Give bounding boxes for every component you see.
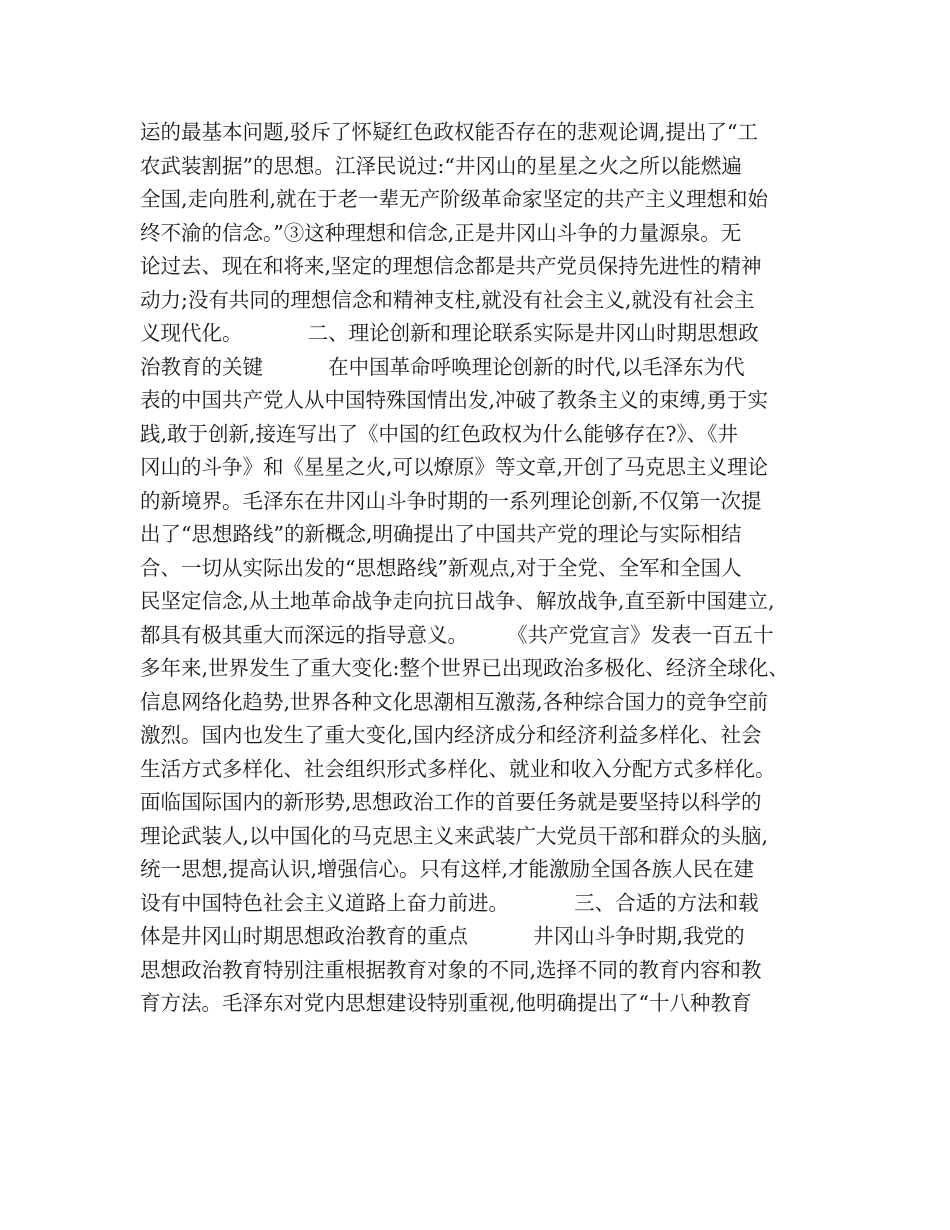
text-line: 治教育的关键 在中国革命呼唤理论创新的时代,以毛泽东为代 [140, 354, 745, 379]
text-line: 动力;没有共同的理想信念和精神支柱,就没有社会主义,就没有社会主 [140, 287, 755, 312]
text-line: 践,敢于创新,接连写出了《中国的红色政权为什么能够存在?》、《井 [140, 421, 739, 446]
text-line: 论过去、现在和将来,坚定的理想信念都是共产党员保持先进性的精神 [140, 254, 762, 278]
text-line: 思想政治教育特别注重根据教育对象的不同,选择不同的教育内容和教 [140, 957, 762, 982]
text-line: 统一思想,提高认识,增强信心。只有这样,才能激励全国各族人民在建 [140, 857, 755, 881]
text-line: 信息网络化趋势,世界各种文化思潮相互激荡,各种综合国力的竞争空前 [140, 689, 769, 714]
text-line: 多年来,世界发生了重大变化:整个世界已出现政治多极化、经济全球化、 [140, 656, 789, 680]
text-line: 全国,走向胜利,就在于老一辈无产阶级革命家坚定的共产主义理想和始 [140, 187, 769, 211]
body-text [140, 116, 830, 1021]
text-line: 民坚定信念,从土地革命战争走向抗日战争、解放战争,直至新中国建立, [140, 589, 775, 613]
text-line: 运的最基本问题,驳斥了怀疑红色政权能否存在的悲观论调,提出了“工 [140, 120, 759, 144]
text-line: 出了“思想路线”的新概念,明确提出了中国共产党的理论与实际相结 [140, 522, 742, 546]
text-line: 农武装割据”的思想。江泽民说过:“井冈山的星星之火之所以能燃遍 [140, 153, 742, 178]
text-line: 育方法。毛泽东对党内思想建设特别重视,他明确提出了“十八种教育 [140, 991, 752, 1015]
text-line: 设有中国特色社会主义道路上奋力前进。 三、合适的方法和载 [140, 890, 759, 915]
text-line: 终不渝的信念。”③这种理想和信念,正是井冈山斗争的力量源泉。无 [140, 220, 742, 245]
text-line: 的新境界。毛泽东在井冈山斗争时期的一系列理论创新,不仅第一次提 [140, 488, 762, 513]
text-line: 激烈。国内也发生了重大变化,国内经济成分和经济利益多样化、社会 [140, 723, 762, 747]
text-line: 生活方式多样化、社会组织形式多样化、就业和收入分配方式多样化。 [140, 756, 776, 781]
text-line: 面临国际国内的新形势,思想政治工作的首要任务就是要坚持以科学的 [140, 790, 762, 814]
text-line: 表的中国共产党人从中国特殊国情出发,冲破了教条主义的束缚,勇于实 [140, 388, 769, 412]
text-line: 冈山的斗争》和《星星之火,可以燎原》等文章,开创了马克思主义理论 [140, 455, 769, 479]
text-line: 体是井冈山时期思想政治教育的重点 井冈山斗争时期,我党的 [140, 924, 745, 948]
text-line: 理论武装人,以中国化的马克思主义来武装广大党员干部和群众的头脑, [140, 823, 769, 848]
text-line: 义现代化。 二、理论创新和理论联系实际是井冈山时期思想政 [140, 321, 759, 345]
text-line: 合、一切从实际出发的“思想路线”新观点,对于全党、全军和全国人 [140, 555, 742, 580]
text-line: 都具有极其重大而深远的指导意义。 《共产党宣言》发表一百五十 [140, 622, 774, 647]
